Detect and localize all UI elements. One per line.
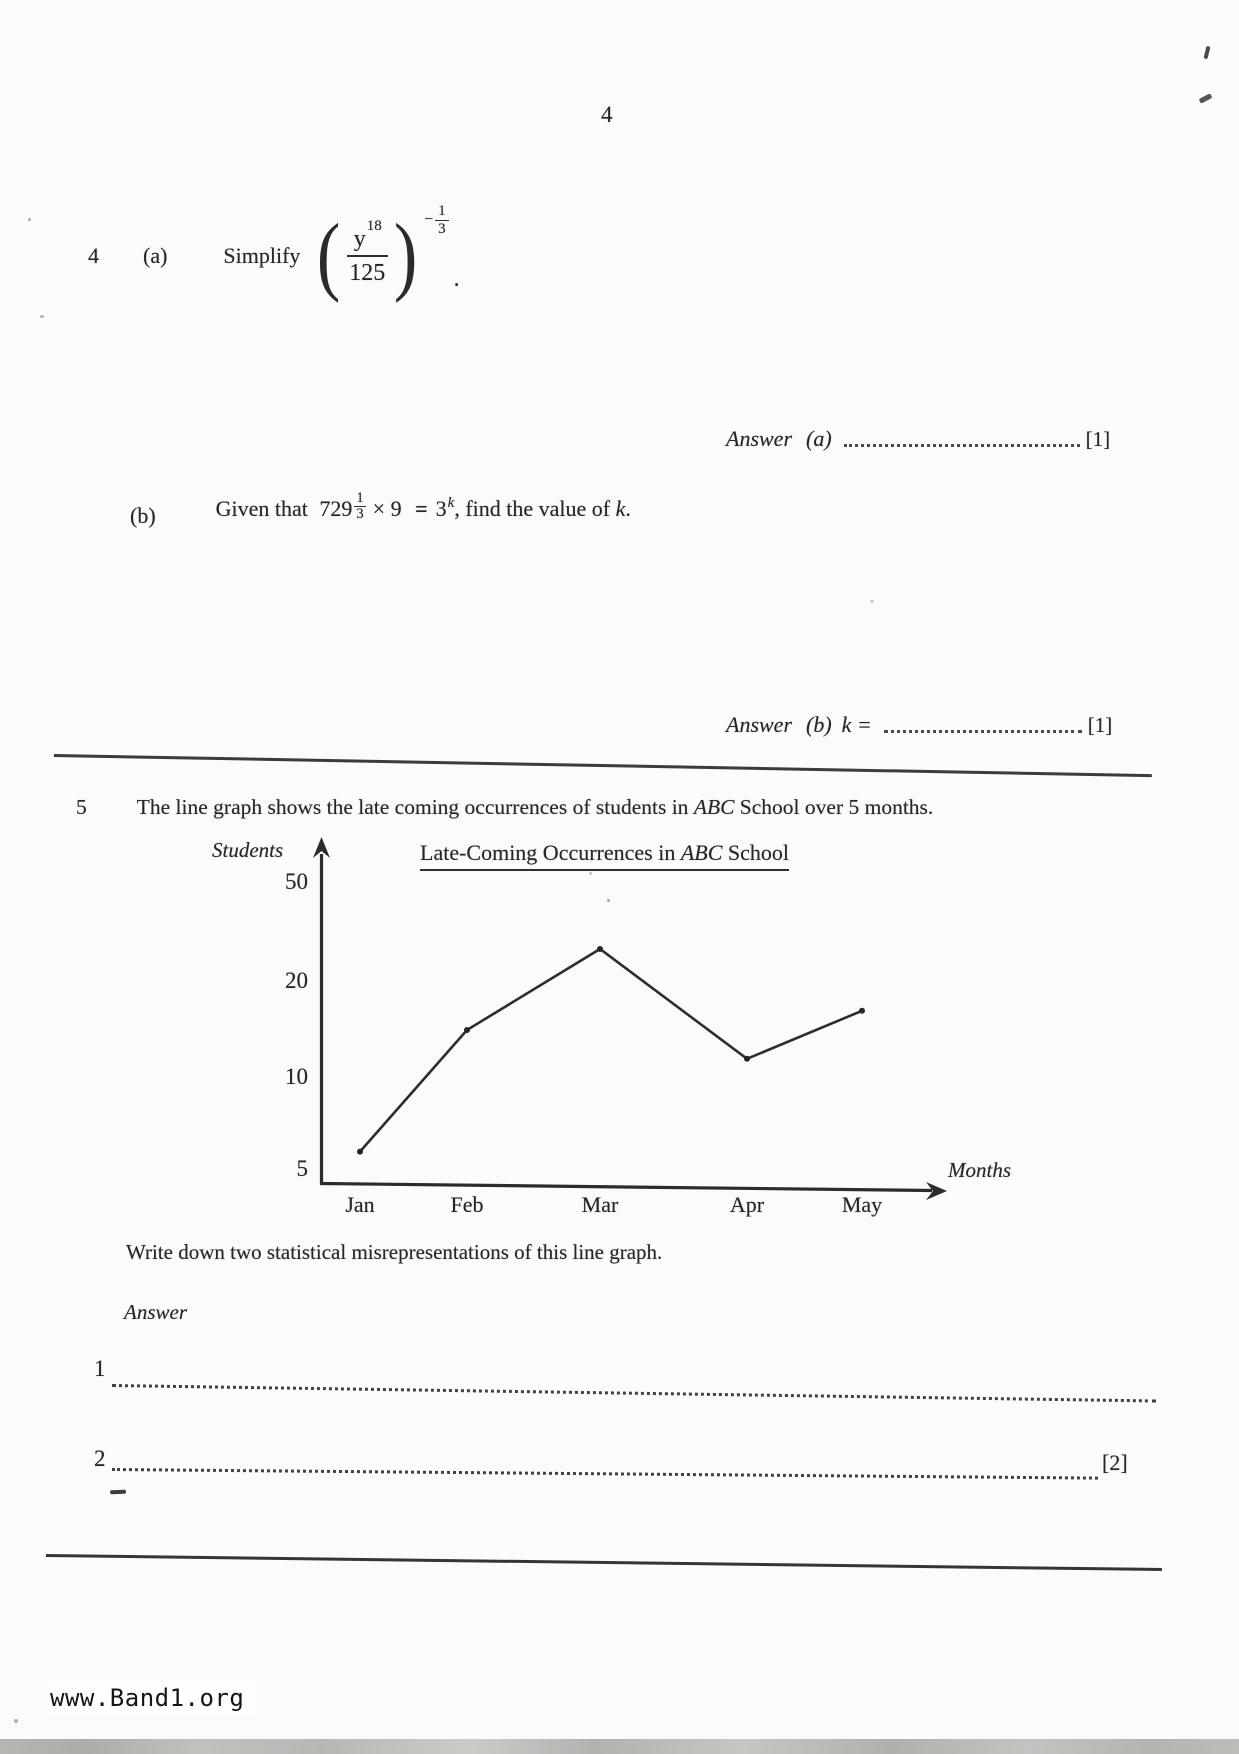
x-axis: [320, 1184, 932, 1191]
section-divider: [46, 1554, 1162, 1571]
outer-exponent: [424, 203, 449, 238]
data-point: [859, 1008, 865, 1014]
scan-speck: [14, 1719, 18, 1723]
y-axis-title: Students: [212, 838, 284, 862]
data-point: [744, 1056, 750, 1062]
x-axis-tick-label: Apr: [729, 1192, 765, 1217]
scan-speck: [589, 872, 592, 875]
answer-label: Answer: [726, 712, 792, 737]
part-a-label: (a): [143, 243, 168, 268]
y-axis-tick-label: 5: [296, 1156, 308, 1181]
y-axis-tick-label: 50: [285, 869, 308, 894]
footer-url: www.Band1.org: [48, 1682, 256, 1715]
question-number: 5: [76, 795, 87, 819]
part-b-sentence: Given that 729 $\frac{1}{3}$ × 9 = 3k, find the value of k.: [215, 489, 631, 522]
exponent-fraction: $\frac{1}{3}$: [435, 203, 449, 238]
open-paren: (: [317, 207, 341, 304]
x-axis-tick-label: Jan: [345, 1192, 375, 1217]
rhs-base: 3: [435, 495, 447, 521]
question-4a-row: [88, 204, 460, 308]
fraction-denominator: 125: [349, 260, 386, 286]
exponent-one-third: $\frac{1}{3}$: [356, 489, 364, 522]
x-axis-tick-label: Feb: [450, 1192, 484, 1217]
answer-dotted-leader: [884, 730, 1082, 733]
question-number: 4: [88, 243, 99, 268]
marks-badge: [2]: [1102, 1450, 1128, 1475]
answer-label: Answer: [124, 1300, 187, 1324]
scan-edge-band: [0, 1739, 1239, 1754]
formula-period: .: [453, 266, 460, 292]
answer-line-2-rule: [112, 1468, 1098, 1480]
scan-speck: [1203, 46, 1210, 60]
equals-sign: =: [415, 495, 428, 521]
line-series: [360, 949, 862, 1152]
section-divider: [54, 754, 1152, 777]
question-5-prompt: Write down two statistical misrepresentations of this line graph.: [126, 1240, 663, 1264]
scan-speck: [1199, 93, 1213, 104]
answer-line-1-number: 1: [94, 1356, 106, 1381]
y-axis-tick-label: 10: [285, 1064, 308, 1089]
chart-title: Late-Coming Occurrences in ABC School: [420, 840, 789, 871]
x-axis-tick-label: Mar: [581, 1192, 619, 1217]
page-number: 4: [601, 102, 613, 127]
part-b-label: (b): [130, 503, 156, 528]
question-5-row: [76, 795, 933, 820]
answer-b-row: [726, 712, 1112, 738]
x-axis-tick-label: May: [841, 1192, 883, 1217]
y-axis-arrowhead: [313, 837, 330, 858]
rhs-exponent-k: k: [447, 494, 455, 511]
close-paren: ): [393, 207, 418, 304]
formula-4a: [314, 202, 460, 304]
scan-speck: [607, 899, 610, 902]
marks-badge: [1]: [1087, 713, 1113, 737]
answer-line-1-rule: [112, 1384, 1156, 1402]
x-axis-arrowhead: [926, 1182, 947, 1200]
answer-label: Answer: [726, 426, 792, 451]
data-point: [357, 1149, 363, 1155]
part-a-prompt: Simplify: [223, 243, 301, 268]
data-point: [464, 1027, 470, 1033]
answer-line-2-number: 2: [94, 1446, 106, 1471]
y-axis-tick-label: 20: [285, 968, 308, 993]
times-nine: × 9: [372, 495, 402, 521]
base-729: 729: [319, 495, 353, 521]
answer-dotted-leader: [844, 444, 1080, 447]
fraction: [347, 218, 388, 287]
scan-speck: [870, 600, 874, 603]
exponent-minus: −: [424, 211, 434, 228]
scan-speck: [28, 218, 31, 221]
marks-badge: [1]: [1085, 427, 1111, 451]
fraction-numerator: $y^{18}$: [347, 225, 388, 257]
answer-part-label: (b): [806, 712, 832, 737]
variable-k: k: [615, 495, 626, 521]
data-point: [597, 946, 603, 952]
x-axis-title: Months: [948, 1158, 1011, 1182]
question-5-intro: The line graph shows the late coming occurrences of students in ABC School over 5 months.: [136, 795, 934, 819]
answer-part-label: (a): [806, 426, 832, 451]
stray-pen-dash: [110, 1490, 126, 1494]
answer-a-row: [726, 426, 1110, 452]
scan-speck: [40, 315, 44, 318]
question-4b-row: [130, 484, 631, 548]
k-equals-label: k =: [841, 712, 872, 737]
